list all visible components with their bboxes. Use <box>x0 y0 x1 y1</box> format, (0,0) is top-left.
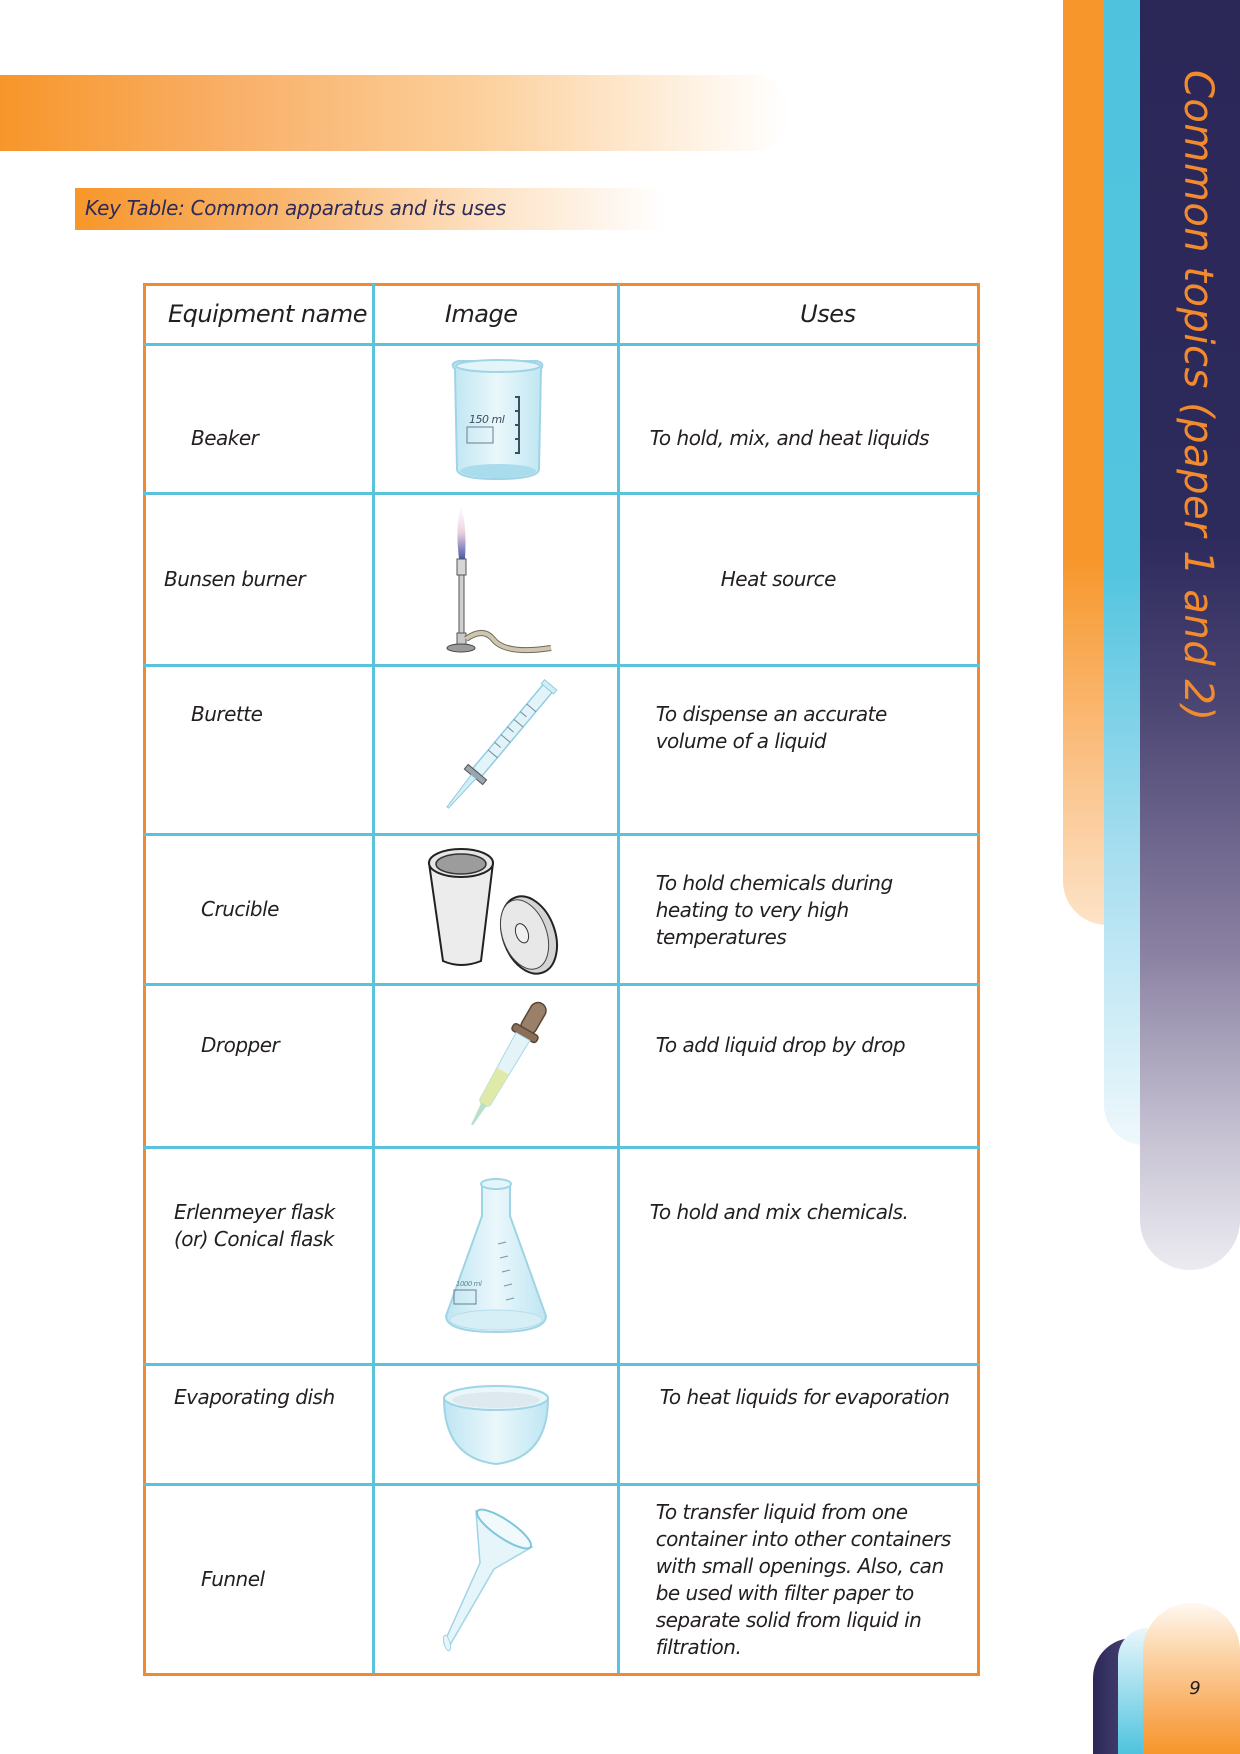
header-equipment-name: Equipment name <box>145 285 374 345</box>
side-stripe-cyan <box>1104 0 1144 1145</box>
funnel-icon <box>436 1505 556 1655</box>
table-row <box>145 985 979 1148</box>
equipment-image <box>373 1365 618 1485</box>
equipment-use: Heat source <box>618 494 978 666</box>
conical-flask-icon <box>436 1176 556 1336</box>
equipment-image <box>373 835 618 985</box>
equipment-name: Beaker <box>145 345 374 494</box>
equipment-name: Bunsen burner <box>145 494 374 666</box>
equipment-image <box>373 345 618 494</box>
equipment-image <box>373 666 618 835</box>
side-section-title: Common topics (paper 1 and 2) <box>1175 70 1221 722</box>
equipment-image <box>373 1148 618 1365</box>
header-uses: Uses <box>618 285 978 345</box>
equipment-name: Burette <box>145 666 374 835</box>
equipment-image <box>373 1485 618 1675</box>
equipment-name: Dropper <box>145 985 374 1148</box>
equipment-image <box>373 985 618 1148</box>
equipment-use: To add liquid drop by drop <box>618 985 978 1148</box>
crucible-icon <box>421 845 571 975</box>
burette-icon <box>426 675 566 825</box>
equipment-name: Erlenmeyer flask (or) Conical flask <box>145 1148 374 1365</box>
svg-text:1000 ml: 1000 ml <box>455 1280 482 1288</box>
equipment-use: To hold and mix chemicals. <box>618 1148 978 1365</box>
key-table-banner <box>75 188 665 230</box>
equipment-use: To hold, mix, and heat liquids <box>618 345 978 494</box>
apparatus-table <box>143 283 980 1676</box>
svg-text:150 ml: 150 ml <box>468 413 505 426</box>
equipment-use: To transfer liquid from one container into other containers with small openings. Also, can be used with filter paper to separate solid from liquid in filtration. <box>618 1485 978 1675</box>
key-table-title: Key Table: Common apparatus and its uses <box>85 196 507 220</box>
table-row <box>145 494 979 666</box>
evaporating-dish-icon <box>436 1380 556 1470</box>
bunsen-burner-icon <box>431 505 561 655</box>
equipment-image <box>373 494 618 666</box>
header-image: Image <box>373 285 618 345</box>
page-number: 9 <box>1189 1678 1201 1699</box>
table-row <box>145 345 979 494</box>
equipment-name: Funnel <box>145 1485 374 1675</box>
top-decorative-band <box>0 75 790 151</box>
side-stripe-orange <box>1063 0 1107 925</box>
table-row <box>145 1365 979 1485</box>
table-row <box>145 666 979 835</box>
table-row <box>145 835 979 985</box>
beaker-icon <box>441 355 551 483</box>
table-row <box>145 1148 979 1365</box>
equipment-use: To hold chemicals during heating to very high temperatures <box>618 835 978 985</box>
equipment-use: To dispense an accurate volume of a liquid <box>618 666 978 835</box>
equipment-use: To heat liquids for evaporation <box>618 1365 978 1485</box>
table-row <box>145 1485 979 1675</box>
equipment-name: Crucible <box>145 835 374 985</box>
equipment-name: Evaporating dish <box>145 1365 374 1485</box>
dropper-icon <box>436 996 556 1136</box>
table-header-row <box>145 285 979 345</box>
